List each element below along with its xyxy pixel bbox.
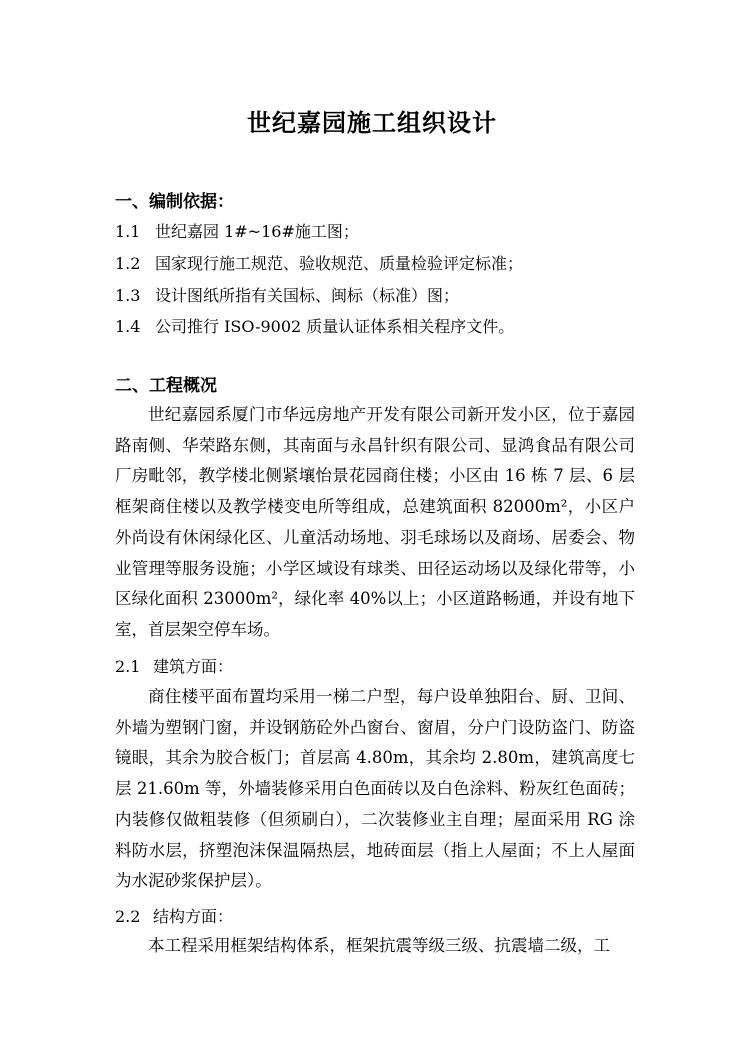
section-heading-overview: 二、工程概况 [115, 376, 217, 396]
subsection-title: 建筑方面： [153, 657, 234, 676]
list-item-text: 世纪嘉园 1#~16#施工图； [155, 222, 359, 241]
section-heading-basis: 一、编制依据： [115, 192, 234, 212]
list-item-text: 公司推行 ISO-9002 质量认证体系相关程序文件。 [155, 317, 515, 336]
list-item [115, 219, 359, 245]
list-item-number: 1.3 [115, 286, 141, 305]
list-item-text: 设计图纸所指有关国标、闽标（标准）图； [155, 286, 460, 305]
subsection-heading-architecture [115, 654, 233, 680]
subsection-number: 2.2 [115, 907, 141, 926]
list-item-text: 国家现行施工规范、验收规范、质量检验评定标准； [155, 254, 524, 273]
architecture-paragraph: 商住楼平面布置均采用一梯二户型，每户设单独阳台、厨、卫间、外墙为塑钢门窗，并设钢筋砼外凸窗台、窗眉，分户门设防盗门、防盗镜眼，其余为胶合板门；首层高 4.80m，其余均 2.80m，建筑高度七层 21.60m 等，外墙装修采用白色面砖以及白色涂料、粉灰红色面砖；内装修仅做粗装修（但须刷白），二次装修业主自理；屋面采用 RG 涂料防水层，挤塑泡沫保温隔热层，地砖面层（指上人屋面；不上人屋面为水泥砂浆保护层）。 [115, 687, 635, 891]
subsection-number: 2.1 [115, 657, 141, 676]
overview-paragraph: 世纪嘉园系厦门市华远房地产开发有限公司新开发小区，位于嘉园路南侧、华荣路东侧，其南面与永昌针织有限公司、显鸿食品有限公司厂房毗邻，教学楼北侧紧壤怡景花园商住楼；小区由 16 栋 7 层、6 层框架商住楼以及教学楼变电所等组成，总建筑面积 82000m²，小区户外尚设有休闲绿化区、儿童活动场地、羽毛球场以及商场、居委会、物业管理等服务设施；小学区域设有球类、田径运动场以及绿化带等，小区绿化面积 23000m²，绿化率 40%以上；小区道路畅通，并设有地下室，首层架空停车场。 [115, 405, 635, 639]
list-item-number: 1.2 [115, 254, 141, 273]
document-title: 世纪嘉园施工组织设计 [247, 109, 497, 137]
list-item [115, 314, 514, 340]
subsection-heading-structure [115, 904, 233, 930]
structure-paragraph: 本工程采用框架结构体系，框架抗震等级三级、抗震墙二级，工 [148, 936, 610, 955]
list-item-number: 1.4 [115, 317, 141, 336]
list-item-number: 1.1 [115, 222, 141, 241]
list-item [115, 251, 523, 277]
subsection-title: 结构方面： [153, 907, 234, 926]
list-item [115, 283, 459, 309]
